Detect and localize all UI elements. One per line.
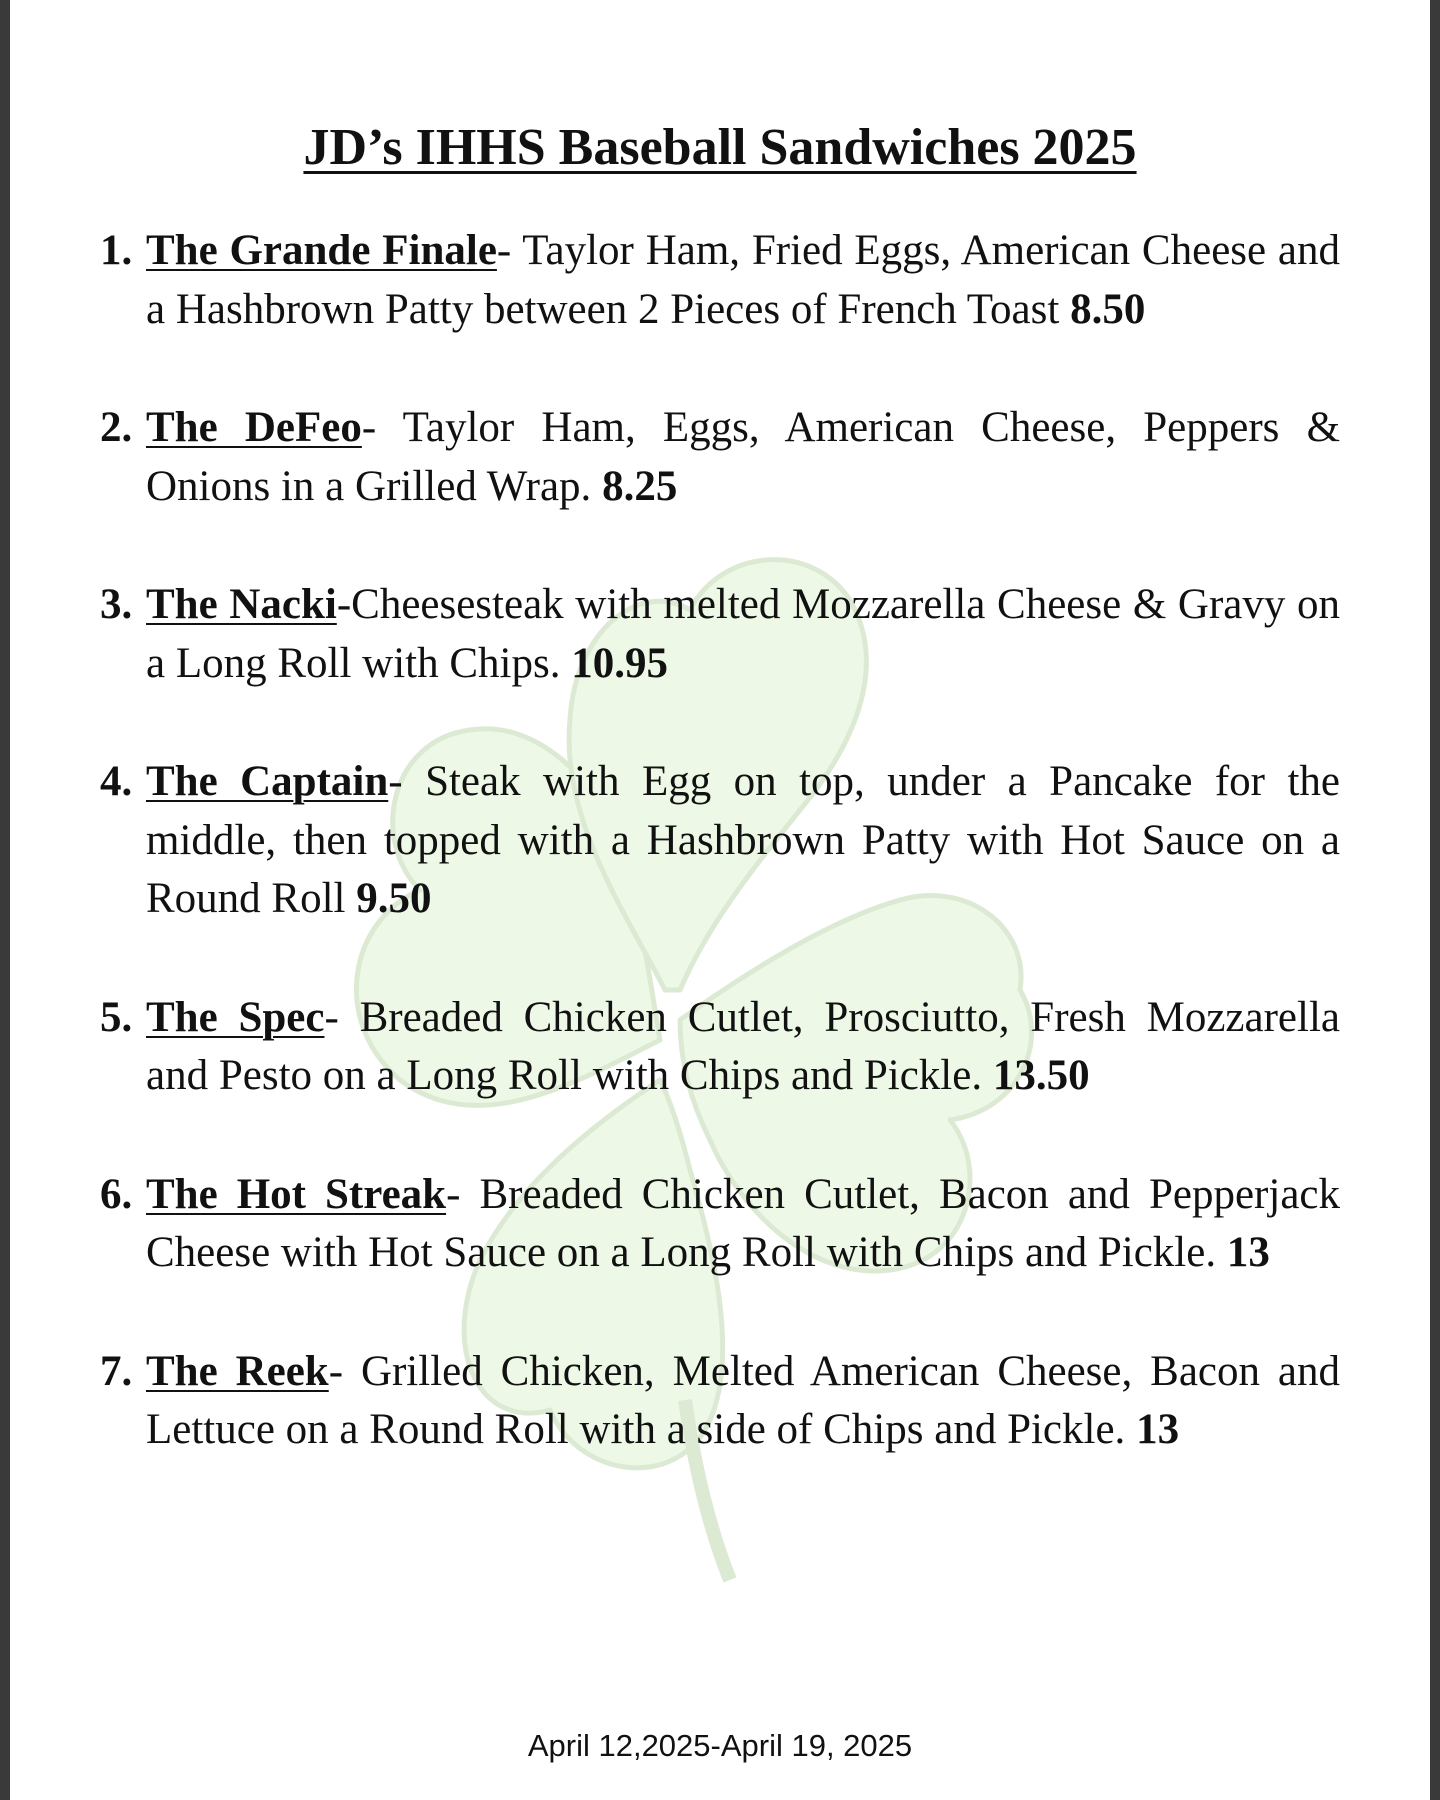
item-description: Cheesesteak with melted Mozzarella Cheese & Gravy on a Long Roll with Chips. [146,581,1340,687]
item-price: 9.50 [356,875,432,922]
item-separator: - [328,1347,361,1395]
item-price: 13 [1226,1229,1270,1276]
sandwich-list [100,222,1340,1520]
item-name: The Nacki [146,581,337,628]
page-title: JD’s IHHS Baseball Sandwiches 2025 [303,119,1137,176]
item-number: 4. [100,758,133,805]
list-item [100,576,1340,693]
item-description: Taylor Ham, Fried Eggs, American Cheese and a Hashbrown Patty between 2 Pieces of French Toast [146,227,1340,333]
item-number: 6. [100,1170,133,1218]
item-number: 1. [100,227,133,274]
item-price: 10.95 [571,639,668,687]
item-name: The Spec [146,993,325,1041]
item-description: Steak with Egg on top, under a Pancake for the middle, then topped with a Hashbrown Patty with Hot Sauce on a Round Roll [146,758,1340,922]
list-item [100,753,1340,929]
item-separator: - [361,404,403,451]
item-description: Breaded Chicken Cutlet, Bacon and Pepperjack Cheese with Hot Sauce on a Long Roll with Chips and Pickle. [146,1170,1340,1276]
item-description: Breaded Chicken Cutlet, Prosciutto, Fresh Mozzarella and Pesto on a Long Roll with Chips and Pickle. [146,993,1340,1099]
item-name: The Grande Finale [146,227,497,274]
item-number: 5. [100,993,133,1041]
item-description: Grilled Chicken, Melted American Cheese, Bacon and Lettuce on a Round Roll with a side of Chips and Pickle. [146,1347,1340,1453]
list-item [100,399,1340,516]
item-separator: - [496,227,523,274]
item-separator: - [388,758,426,805]
item-separator: - [446,1170,480,1218]
item-price: 8.50 [1070,285,1146,333]
list-item [100,1166,1340,1283]
list-item [100,1343,1340,1460]
item-price: 8.25 [602,462,678,510]
list-item [100,222,1340,339]
item-number: 7. [100,1347,133,1395]
item-name: The Hot Streak [146,1170,447,1218]
item-number: 3. [100,581,133,628]
list-item [100,989,1340,1106]
item-separator: - [336,581,352,628]
item-name: The Captain [146,758,389,805]
item-name: The DeFeo [146,404,362,451]
item-name: The Reek [146,1347,329,1395]
item-separator: - [324,993,360,1041]
item-number: 2. [100,404,133,451]
item-description: Taylor Ham, Eggs, American Cheese, Peppers & Onions in a Grilled Wrap. [146,404,1341,510]
item-price: 13.50 [992,1052,1090,1099]
date-range: April 12,2025-April 19, 2025 [527,1728,913,1763]
item-price: 13 [1136,1406,1180,1453]
